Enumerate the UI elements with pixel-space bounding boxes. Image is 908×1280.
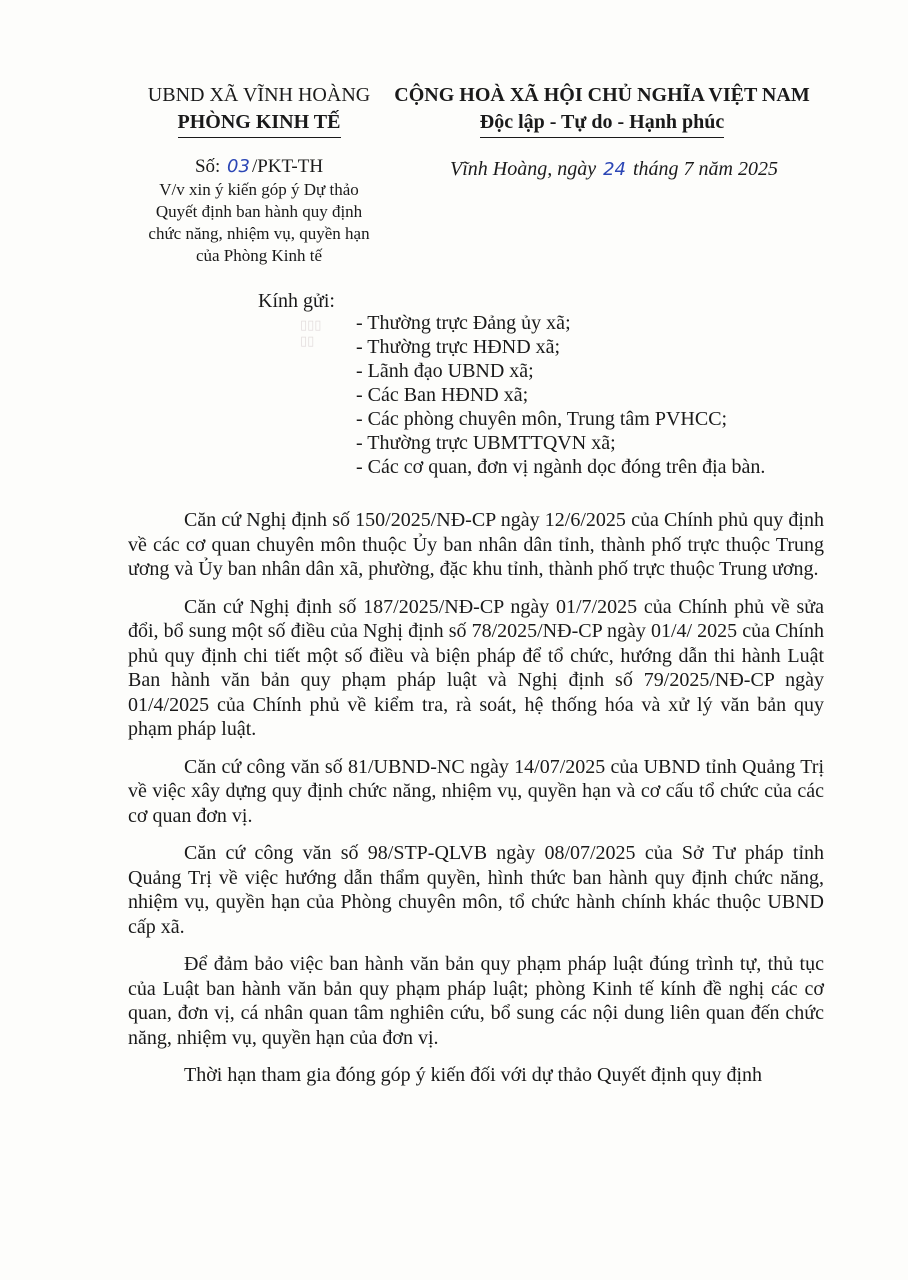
org-parent-name: UBND XÃ VĨNH HOÀNG <box>147 84 371 106</box>
body-paragraph: Căn cứ công văn số 81/UBND-NC ngày 14/07/2025 của UBND tỉnh Quảng Trị về việc xây dựng quy định chức năng, nhiệm vụ, quyền hạn và cơ cấu tổ chức của các cơ quan đơn vị. <box>128 755 824 827</box>
recipient-list <box>356 311 765 479</box>
body-paragraph: Căn cứ công văn số 98/STP-QLVB ngày 08/07/2025 của Sở Tư pháp tỉnh Quảng Trị về việc hướng dẫn thẩm quyền, hình thức ban hành quy định chức năng, nhiệm vụ, quyền hạn của Phòng chuyên môn, tổ chức hành chính khác thuộc UBND cấp xã. <box>128 842 824 938</box>
doc-number-suffix: /PKT-TH <box>251 156 324 177</box>
org-department-name: PHÒNG KINH TẾ <box>178 109 341 138</box>
document-number <box>128 154 390 180</box>
subject-line: V/v xin ý kiến góp ý Dự thảo <box>159 180 359 199</box>
body-paragraph: Căn cứ Nghị định số 150/2025/NĐ-CP ngày 12/6/2025 của Chính phủ quy định về các cơ quan chuyên môn thuộc Ủy ban nhân dân tỉnh, thành phố trực thuộc Trung ương và Ủy ban nhân dân xã, phường, đặc khu tỉnh, thành phố trực thuộc Trung ương. <box>128 509 824 580</box>
subject-line: chức năng, nhiệm vụ, quyền hạn <box>148 224 370 243</box>
document-body <box>128 508 824 1101</box>
recipient-item: - Các phòng chuyên môn, Trung tâm PVHCC; <box>356 408 728 430</box>
recipient-item: - Thường trực HĐND xã; <box>356 336 561 358</box>
body-paragraph: Căn cứ Nghị định số 187/2025/NĐ-CP ngày 01/7/2025 của Chính phủ về sửa đổi, bổ sung một số điều của Nghị định số 78/2025/NĐ-CP ngày 01/4/ 2025 của Chính phủ quy định chi tiết một số điều và biện pháp để tổ chức, hướng dẫn thi hành Luật Ban hành văn bản quy phạm pháp luật và Nghị định số 79/2025/NĐ-CP ngày 01/4/2025 của Chính phủ về kiểm tra, rà soát, hệ thống hóa và xử lý văn bản quy phạm pháp luật. <box>128 595 824 740</box>
recipient-item: - Các Ban HĐND xã; <box>356 384 529 406</box>
doc-number-handwritten: 03 <box>227 156 250 177</box>
doc-number-prefix: Số: <box>194 156 221 177</box>
recipient-item: - Các cơ quan, đơn vị ngành dọc đóng trên địa bàn. <box>356 456 766 478</box>
subject-line: của Phòng Kinh tế <box>195 246 323 265</box>
recipient-item: - Thường trực UBMTTQVN xã; <box>356 432 616 454</box>
national-title: CỘNG HOÀ XÃ HỘI CHỦ NGHĨA VIỆT NAM <box>394 84 810 106</box>
body-paragraph: Thời hạn tham gia đóng góp ý kiến đối với dự thảo Quyết định quy định <box>184 1064 763 1086</box>
date-day-handwritten: 24 <box>603 159 626 180</box>
greeting: Kính gửi: <box>258 290 335 312</box>
date-suffix: tháng 7 năm 2025 <box>633 158 778 180</box>
date-prefix: Vĩnh Hoàng, ngày <box>450 158 597 180</box>
body-paragraph: Để đảm bảo việc ban hành văn bản quy phạm pháp luật đúng trình tự, thủ tục của Luật ban hành văn bản quy phạm pháp luật; phòng Kinh tế kính đề nghị các cơ quan, đơn vị, cá nhân quan tâm nghiên cứu, bổ sung các nội dung liên quan đến chức năng, nhiệm vụ, quyền hạn của đơn vị. <box>128 953 824 1049</box>
issuing-authority <box>128 82 390 138</box>
place-and-date <box>404 156 824 183</box>
national-motto: Độc lập - Tự do - Hạnh phúc <box>480 109 724 138</box>
national-header <box>392 82 812 138</box>
faint-received-stamp: ▯▯▯ ▯▯ <box>300 318 322 349</box>
subject-line: Quyết định ban hành quy định <box>155 202 363 221</box>
recipient-item: - Lãnh đạo UBND xã; <box>356 360 534 382</box>
recipient-item: - Thường trực Đảng ủy xã; <box>356 312 571 334</box>
document-subject <box>128 179 390 267</box>
